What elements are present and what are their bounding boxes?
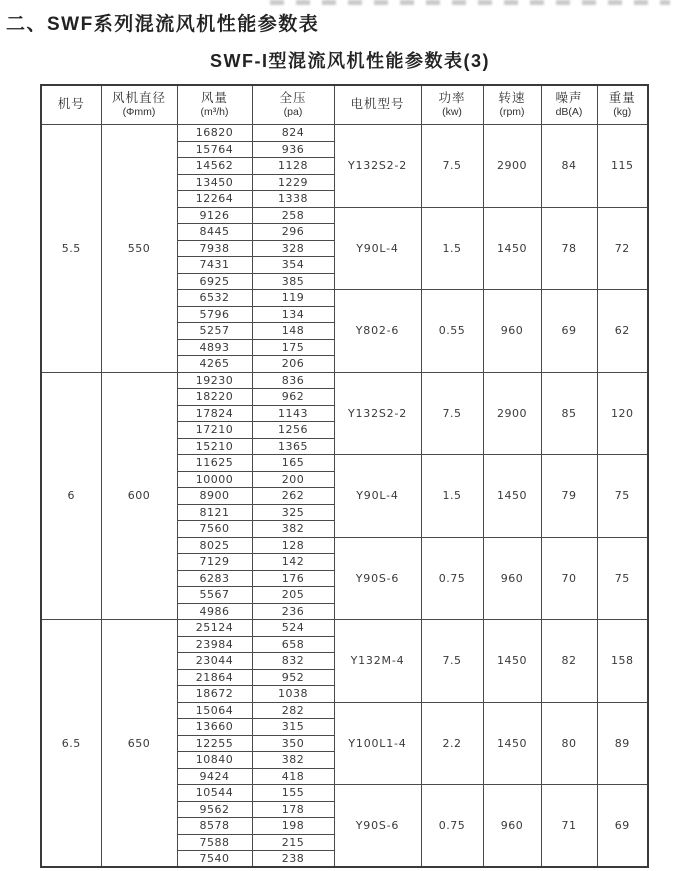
- cell-total-pressure: 215: [252, 834, 334, 851]
- header-motor-model: [334, 85, 421, 125]
- table-row: [41, 372, 648, 389]
- cell-weight: 72: [597, 207, 648, 290]
- cell-air-volume: 9126: [177, 207, 252, 224]
- cell-weight: 158: [597, 620, 648, 703]
- cell-power: 2.2: [421, 702, 483, 785]
- header-fan-diameter: [101, 85, 177, 125]
- header-unit: (Φmm): [122, 106, 156, 119]
- performance-table: [40, 84, 649, 868]
- cell-total-pressure: 354: [252, 257, 334, 274]
- cell-air-volume: 5796: [177, 306, 252, 323]
- header-noise: [541, 85, 597, 125]
- cell-speed: 1450: [483, 702, 541, 785]
- cell-noise: 70: [541, 537, 597, 620]
- cell-power: 1.5: [421, 455, 483, 538]
- cell-total-pressure: 1229: [252, 174, 334, 191]
- header-unit: (rpm): [499, 106, 525, 119]
- cell-air-volume: 21864: [177, 669, 252, 686]
- cell-air-volume: 7560: [177, 521, 252, 538]
- cell-air-volume: 16820: [177, 125, 252, 142]
- header-unit: dB(A): [555, 106, 583, 119]
- cell-speed: 1450: [483, 207, 541, 290]
- header-power: [421, 85, 483, 125]
- cell-air-volume: 5567: [177, 587, 252, 604]
- cell-air-volume: 14562: [177, 158, 252, 175]
- cell-total-pressure: 175: [252, 339, 334, 356]
- cell-total-pressure: 134: [252, 306, 334, 323]
- cell-total-pressure: 176: [252, 570, 334, 587]
- cell-air-volume: 5257: [177, 323, 252, 340]
- header-label: 机号: [57, 97, 85, 112]
- cell-speed: 960: [483, 537, 541, 620]
- cell-power: 1.5: [421, 207, 483, 290]
- cell-power: 0.55: [421, 290, 483, 373]
- cell-air-volume: 17824: [177, 405, 252, 422]
- cell-air-volume: 10544: [177, 785, 252, 802]
- cell-motor: Y132S2-2: [334, 125, 421, 208]
- cell-weight: 75: [597, 455, 648, 538]
- cell-total-pressure: 418: [252, 768, 334, 785]
- cell-air-volume: 8900: [177, 488, 252, 505]
- cell-air-volume: 8445: [177, 224, 252, 241]
- cell-air-volume: 11625: [177, 455, 252, 472]
- cell-total-pressure: 165: [252, 455, 334, 472]
- header-label: 风机直径: [111, 90, 166, 105]
- header-label: 转速: [498, 90, 526, 105]
- cell-speed: 960: [483, 785, 541, 868]
- table-body: [41, 125, 648, 868]
- cell-fan-diameter: 600: [101, 372, 177, 620]
- cell-total-pressure: 1038: [252, 686, 334, 703]
- cell-total-pressure: 824: [252, 125, 334, 142]
- cell-air-volume: 13450: [177, 174, 252, 191]
- cell-weight: 89: [597, 702, 648, 785]
- cell-air-volume: 15764: [177, 141, 252, 158]
- cell-air-volume: 23984: [177, 636, 252, 653]
- header-weight: [597, 85, 648, 125]
- cell-air-volume: 4893: [177, 339, 252, 356]
- cell-total-pressure: 658: [252, 636, 334, 653]
- cell-motor: Y90L-4: [334, 455, 421, 538]
- cell-weight: 69: [597, 785, 648, 868]
- cell-speed: 2900: [483, 125, 541, 208]
- table-subtitle: SWF-I型混流风机性能参数表(3): [210, 51, 490, 71]
- cell-air-volume: 18672: [177, 686, 252, 703]
- cell-total-pressure: 1256: [252, 422, 334, 439]
- cell-noise: 71: [541, 785, 597, 868]
- cell-air-volume: 7938: [177, 240, 252, 257]
- cell-total-pressure: 936: [252, 141, 334, 158]
- cell-total-pressure: 296: [252, 224, 334, 241]
- cell-total-pressure: 148: [252, 323, 334, 340]
- cell-air-volume: 15064: [177, 702, 252, 719]
- cell-total-pressure: 836: [252, 372, 334, 389]
- cell-air-volume: 10000: [177, 471, 252, 488]
- header-unit: (m³/h): [200, 106, 229, 119]
- cell-machine-no: 6: [41, 372, 101, 620]
- cell-air-volume: 12255: [177, 735, 252, 752]
- cell-total-pressure: 1143: [252, 405, 334, 422]
- cell-total-pressure: 155: [252, 785, 334, 802]
- cell-total-pressure: 1365: [252, 438, 334, 455]
- cell-total-pressure: 1128: [252, 158, 334, 175]
- page-title: 二、SWF系列混流风机性能参数表: [6, 14, 320, 35]
- cell-total-pressure: 382: [252, 752, 334, 769]
- cell-air-volume: 7540: [177, 851, 252, 868]
- cell-air-volume: 6283: [177, 570, 252, 587]
- header-air-volume: [177, 85, 252, 125]
- cell-motor: Y132M-4: [334, 620, 421, 703]
- header-row: [41, 85, 648, 125]
- cell-air-volume: 8578: [177, 818, 252, 835]
- cell-noise: 85: [541, 372, 597, 455]
- cell-total-pressure: 128: [252, 537, 334, 554]
- cell-motor: Y132S2-2: [334, 372, 421, 455]
- cell-air-volume: 7431: [177, 257, 252, 274]
- cell-air-volume: 10840: [177, 752, 252, 769]
- cell-air-volume: 9424: [177, 768, 252, 785]
- cell-air-volume: 19230: [177, 372, 252, 389]
- cell-total-pressure: 238: [252, 851, 334, 868]
- cell-air-volume: 7588: [177, 834, 252, 851]
- cell-air-volume: 23044: [177, 653, 252, 670]
- cell-power: 7.5: [421, 620, 483, 703]
- cell-noise: 79: [541, 455, 597, 538]
- cell-motor: Y90S-6: [334, 785, 421, 868]
- cell-speed: 1450: [483, 455, 541, 538]
- cell-noise: 84: [541, 125, 597, 208]
- cell-speed: 2900: [483, 372, 541, 455]
- cell-speed: 1450: [483, 620, 541, 703]
- header-unit: (pa): [283, 106, 303, 119]
- cell-air-volume: 4986: [177, 603, 252, 620]
- header-speed: [483, 85, 541, 125]
- cell-total-pressure: 832: [252, 653, 334, 670]
- cell-air-volume: 18220: [177, 389, 252, 406]
- cell-total-pressure: 952: [252, 669, 334, 686]
- cell-air-volume: 6925: [177, 273, 252, 290]
- cell-total-pressure: 205: [252, 587, 334, 604]
- cell-noise: 82: [541, 620, 597, 703]
- cell-total-pressure: 325: [252, 504, 334, 521]
- cell-total-pressure: 962: [252, 389, 334, 406]
- cell-total-pressure: 262: [252, 488, 334, 505]
- cell-motor: Y100L1-4: [334, 702, 421, 785]
- cell-total-pressure: 119: [252, 290, 334, 307]
- scan-artifact: [270, 0, 670, 5]
- cell-total-pressure: 315: [252, 719, 334, 736]
- cell-noise: 69: [541, 290, 597, 373]
- cell-total-pressure: 200: [252, 471, 334, 488]
- cell-total-pressure: 382: [252, 521, 334, 538]
- cell-fan-diameter: 550: [101, 125, 177, 373]
- cell-power: 7.5: [421, 372, 483, 455]
- cell-air-volume: 4265: [177, 356, 252, 373]
- cell-air-volume: 6532: [177, 290, 252, 307]
- cell-total-pressure: 1338: [252, 191, 334, 208]
- cell-power: 7.5: [421, 125, 483, 208]
- header-label: 风量: [200, 90, 228, 105]
- cell-weight: 115: [597, 125, 648, 208]
- header-unit: (kg): [613, 106, 632, 119]
- header-machine-no: [41, 85, 101, 125]
- cell-motor: Y90L-4: [334, 207, 421, 290]
- cell-air-volume: 7129: [177, 554, 252, 571]
- cell-weight: 75: [597, 537, 648, 620]
- cell-weight: 62: [597, 290, 648, 373]
- header-label: 重量: [608, 90, 636, 105]
- cell-machine-no: 6.5: [41, 620, 101, 868]
- table-row: [41, 125, 648, 142]
- cell-weight: 120: [597, 372, 648, 455]
- cell-power: 0.75: [421, 537, 483, 620]
- header-total-pressure: [252, 85, 334, 125]
- cell-total-pressure: 142: [252, 554, 334, 571]
- header-label: 功率: [438, 90, 466, 105]
- cell-motor: Y90S-6: [334, 537, 421, 620]
- cell-air-volume: 17210: [177, 422, 252, 439]
- cell-air-volume: 12264: [177, 191, 252, 208]
- header-label: 电机型号: [350, 97, 405, 112]
- cell-fan-diameter: 650: [101, 620, 177, 868]
- cell-total-pressure: 258: [252, 207, 334, 224]
- cell-air-volume: 15210: [177, 438, 252, 455]
- cell-total-pressure: 385: [252, 273, 334, 290]
- cell-noise: 80: [541, 702, 597, 785]
- cell-air-volume: 8121: [177, 504, 252, 521]
- cell-machine-no: 5.5: [41, 125, 101, 373]
- cell-total-pressure: 350: [252, 735, 334, 752]
- header-label: 噪声: [555, 90, 583, 105]
- header-unit: (kw): [442, 106, 462, 119]
- cell-total-pressure: 282: [252, 702, 334, 719]
- cell-total-pressure: 206: [252, 356, 334, 373]
- cell-total-pressure: 328: [252, 240, 334, 257]
- cell-total-pressure: 178: [252, 801, 334, 818]
- table-row: [41, 620, 648, 637]
- cell-air-volume: 9562: [177, 801, 252, 818]
- cell-air-volume: 13660: [177, 719, 252, 736]
- cell-total-pressure: 198: [252, 818, 334, 835]
- header-label: 全压: [279, 90, 307, 105]
- cell-speed: 960: [483, 290, 541, 373]
- cell-total-pressure: 524: [252, 620, 334, 637]
- cell-noise: 78: [541, 207, 597, 290]
- cell-motor: Y802-6: [334, 290, 421, 373]
- cell-air-volume: 25124: [177, 620, 252, 637]
- cell-air-volume: 8025: [177, 537, 252, 554]
- cell-power: 0.75: [421, 785, 483, 868]
- cell-total-pressure: 236: [252, 603, 334, 620]
